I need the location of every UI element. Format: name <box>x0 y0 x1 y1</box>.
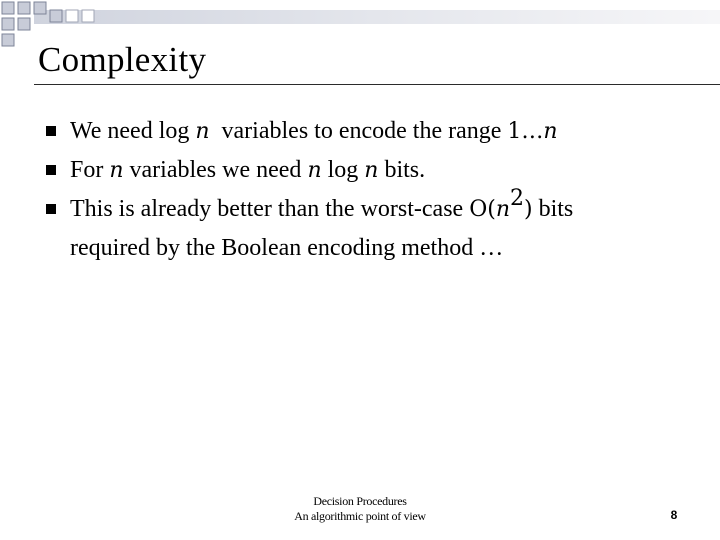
slide-title: Complexity <box>38 40 207 79</box>
bullet-text: variables we need <box>123 157 308 183</box>
title-underline <box>34 84 720 85</box>
math-variable-n: n <box>543 119 558 144</box>
math-big-o-open: O( <box>469 197 496 222</box>
header-gradient-bar <box>34 10 720 24</box>
bullet-item <box>46 112 696 151</box>
math-variable-n: n <box>364 158 379 183</box>
math-variable-n: n <box>195 119 210 144</box>
math-range-start: 1… <box>507 119 544 144</box>
bullet-item <box>46 151 696 190</box>
bullet-text: variables to encode the range <box>209 118 508 144</box>
bullet-square-icon <box>46 204 56 214</box>
decoration-square <box>2 2 14 14</box>
decoration-square <box>18 2 30 14</box>
math-big-o-close: ) <box>523 197 533 222</box>
decoration-square <box>34 2 46 14</box>
math-variable-n: n <box>109 158 124 183</box>
bullet-text: bits <box>532 196 574 222</box>
decoration-square <box>2 34 14 46</box>
decoration-square <box>50 10 62 22</box>
decoration-square <box>82 10 94 22</box>
footer-line: Decision Procedures <box>313 494 407 508</box>
bullet-list <box>46 112 696 267</box>
bullet-text: We need log <box>70 118 196 144</box>
bullet-text: This is already better than the worst-case <box>70 196 470 222</box>
page-number: 8 <box>670 508 678 522</box>
bullet-text: required by the Boolean encoding method … <box>70 235 504 261</box>
decoration-square <box>2 18 14 30</box>
bullet-square-icon <box>46 126 56 136</box>
bullet-text: For <box>70 157 110 183</box>
math-exponent: 2 <box>509 186 524 211</box>
bullet-item <box>46 186 696 267</box>
slide-footer <box>270 494 450 524</box>
bullet-square-icon <box>46 165 56 175</box>
decoration-square <box>18 18 30 30</box>
math-variable-n: n <box>495 197 510 222</box>
math-variable-n: n <box>307 158 322 183</box>
bullet-text: bits. <box>378 157 426 183</box>
decoration-square <box>66 10 78 22</box>
footer-line: An algorithmic point of view <box>294 509 426 523</box>
bullet-text: log <box>321 157 365 183</box>
